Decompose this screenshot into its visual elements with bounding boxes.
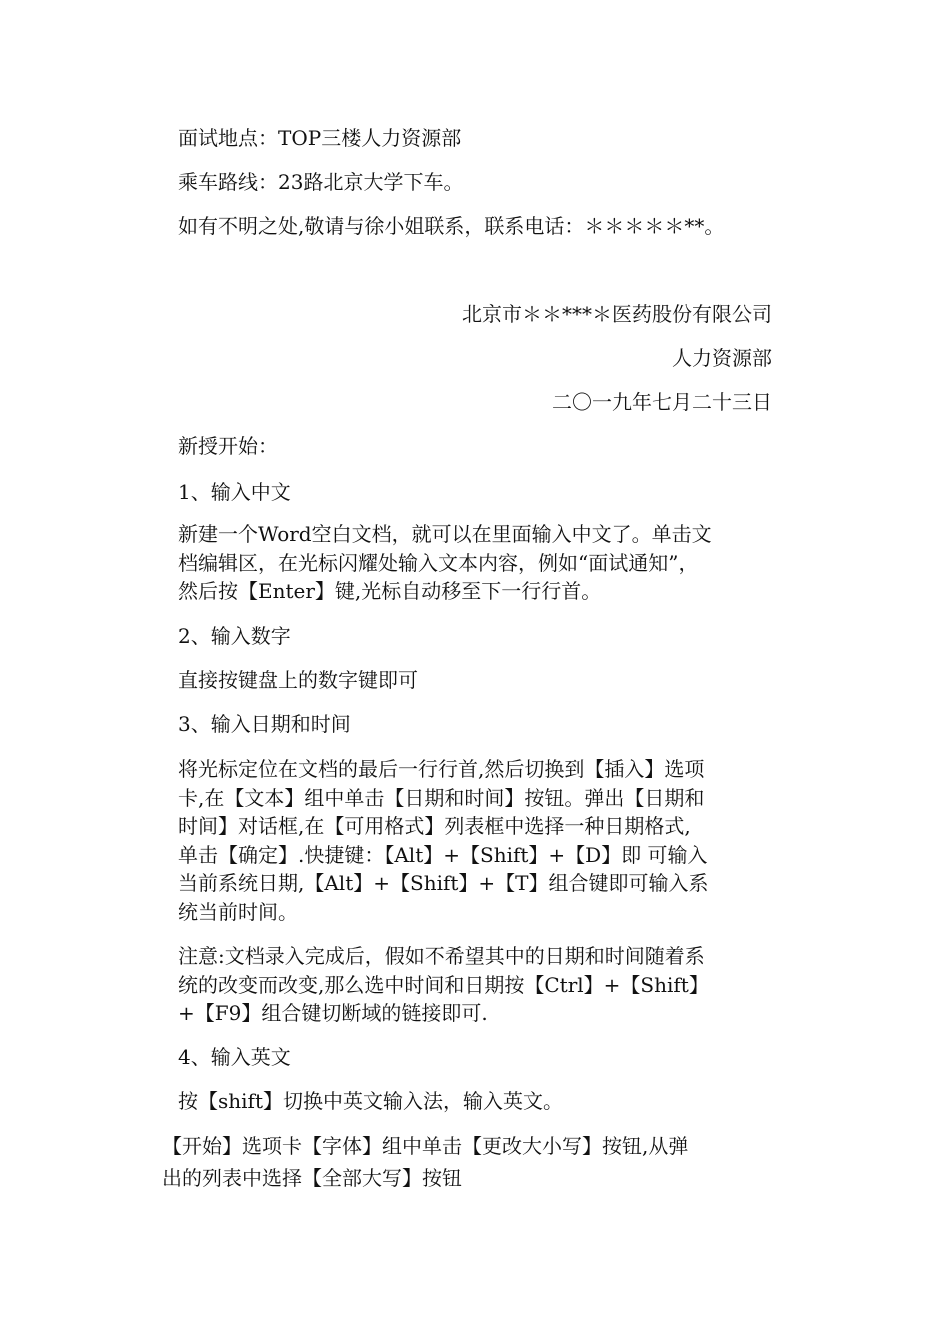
section-1-line: 然后按【Enter】键,光标自动移至下一行行首。	[178, 579, 602, 603]
note-line: +【F9】组合键切断域的链接即可.	[178, 1001, 488, 1025]
note-line: 注意:文档录入完成后，假如不希望其中的日期和时间随着系	[178, 944, 705, 968]
section-4-body: 按【shift】切换中英文输入法，输入英文。	[178, 1089, 563, 1113]
section-3-title: 3、输入日期和时间	[178, 712, 351, 736]
signature-company: 北京市＊＊***＊医药股份有限公司	[462, 302, 772, 326]
interview-location: 面试地点：TOP三楼人力资源部	[178, 126, 462, 150]
section-4-extra-line: 【开始】选项卡【字体】组中单击【更改大小写】按钮,从弹	[162, 1134, 689, 1158]
section-1-line: 档编辑区，在光标闪耀处输入文本内容，例如“面试通知”，	[178, 550, 699, 575]
interview-contact: 如有不明之处,敬请与徐小姐联系，联系电话：＊＊＊＊＊**。	[178, 214, 725, 238]
section-2-body: 直接按键盘上的数字键即可	[178, 668, 418, 692]
section-1-line: 新建一个Word空白文档，就可以在里面输入中文了。单击文	[178, 522, 712, 546]
note-line: 统的改变而改变,那么选中时间和日期按【Ctrl】+【Shift】	[178, 972, 709, 997]
section-3-line: 单击【确定】.快捷键：【Alt】+【Shift】+【D】即 可输入	[178, 842, 708, 867]
section-1-title: 1、输入中文	[178, 480, 291, 504]
section-3-line: 统当前时间。	[178, 899, 298, 924]
section-4-extra	[162, 1130, 782, 1194]
section-3-line: 当前系统日期,【Alt】+【Shift】+【T】组合键即可输入系	[178, 871, 709, 895]
signature-department: 人力资源部	[672, 346, 772, 370]
section-4-title: 4、输入英文	[178, 1045, 291, 1069]
section-3-line: 卡,在【文本】组中单击【日期和时间】按钮。弹出【日期和	[178, 785, 705, 810]
section-3-line: 将光标定位在文档的最后一行行首,然后切换到【插入】选项	[178, 757, 705, 781]
lesson-intro: 新授开始：	[178, 434, 278, 458]
section-3-body	[178, 755, 778, 926]
section-4-extra-line: 出的列表中选择【全部大写】按钮	[162, 1166, 462, 1190]
section-1-body	[178, 520, 778, 606]
note-body	[178, 942, 778, 1028]
interview-route: 乘车路线：23路北京大学下车。	[178, 170, 464, 194]
section-2-title: 2、输入数字	[178, 624, 291, 648]
signature-date: 二〇一九年七月二十三日	[552, 390, 772, 414]
section-3-line: 时间】对话框,在【可用格式】列表框中选择一种日期格式,	[178, 814, 691, 838]
